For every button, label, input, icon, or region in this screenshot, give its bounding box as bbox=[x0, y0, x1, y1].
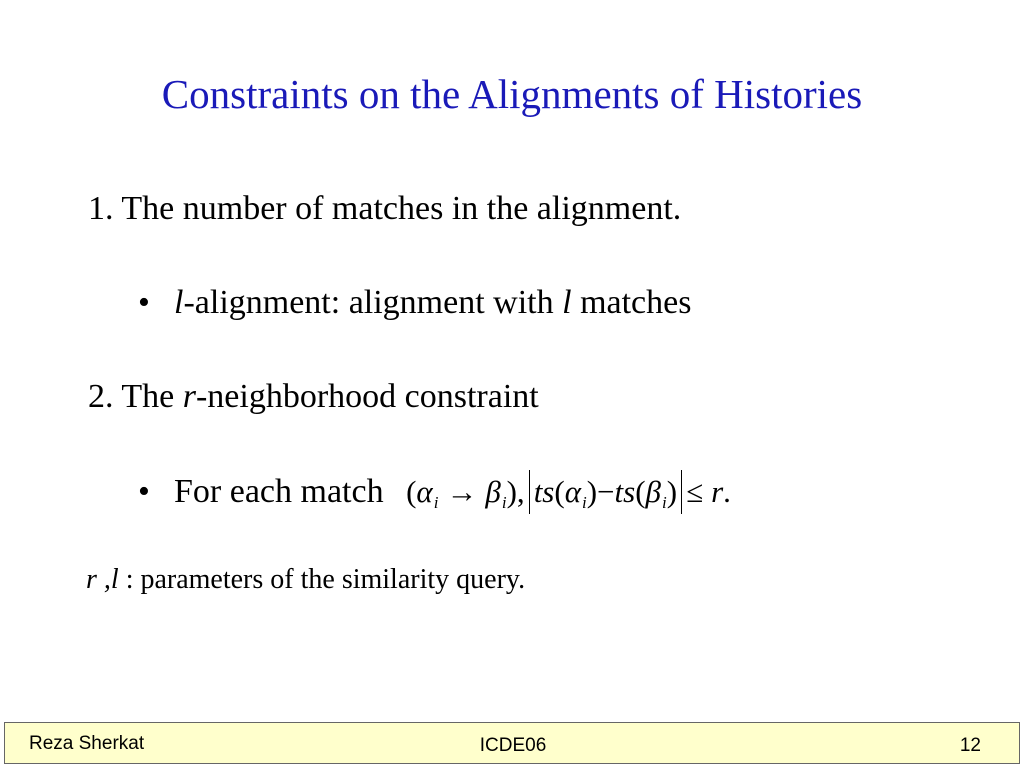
footer-page-number: 12 bbox=[959, 735, 981, 756]
bullet-item-1 bbox=[138, 284, 691, 322]
bullet-text: For each match bbox=[174, 473, 384, 510]
item-suffix: -neighborhood constraint bbox=[195, 378, 539, 415]
note-variables: r ,l bbox=[86, 564, 119, 595]
match-formula: $(\alpha_i \to \beta_i)$, $ts(\alpha_i)-ts(\beta_i) \le r$. bbox=[406, 470, 731, 514]
bullet-text: -alignment: alignment with bbox=[183, 284, 563, 321]
bullet-item-2 bbox=[138, 470, 731, 514]
variable-r: r bbox=[182, 378, 196, 415]
variable-l: l bbox=[562, 284, 572, 321]
list-item-1: 1. The number of matches in the alignment. bbox=[88, 190, 682, 227]
note-text: : parameters of the similarity query. bbox=[118, 564, 526, 595]
slide-title: Constraints on the Alignments of Histories bbox=[161, 71, 863, 117]
parameters-note bbox=[86, 564, 525, 596]
footer-author: Reza Sherkat bbox=[29, 733, 145, 754]
item-prefix: 2. The bbox=[88, 378, 183, 415]
bullet-icon: • bbox=[138, 284, 150, 321]
bullet-icon: • bbox=[138, 473, 150, 510]
slide-footer bbox=[4, 722, 1020, 764]
list-item-2 bbox=[88, 378, 539, 416]
footer-venue: ICDE06 bbox=[479, 735, 547, 756]
variable-l: l bbox=[174, 284, 184, 321]
bullet-text-end: matches bbox=[571, 284, 692, 321]
